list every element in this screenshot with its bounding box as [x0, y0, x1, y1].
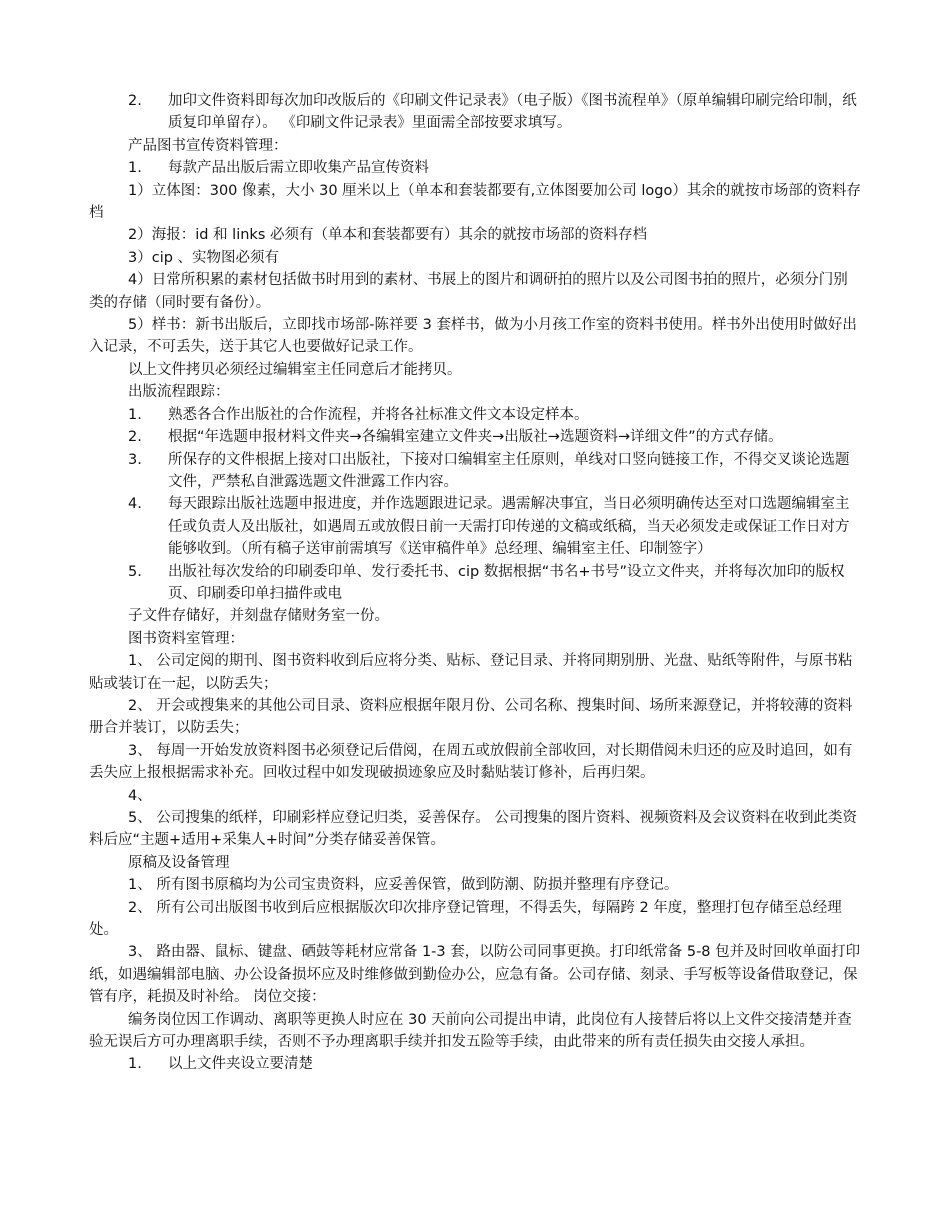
item-number: 3.: [128, 451, 142, 468]
numbered-item: [89, 493, 861, 560]
numbered-item: [89, 426, 861, 448]
document-page: [89, 90, 861, 1076]
numbered-item: [89, 90, 861, 135]
item-text: 每天跟踪出版社选题申报进度，并作选题跟进记录。遇需解决事宜，当日必须明确传达至对口选题编辑室主任或负责人及出版社，如遇周五或放假日前一天需打印传递的文稿或纸稿，当天必须发走或保证工作日对方能够收到。（所有稿子送审前需填写《送审稿件单》总经理、编辑室主任、印制签字）: [168, 496, 850, 558]
paragraph: 5、 公司搜集的纸样，印刷彩样应登记归类，妥善保存。 公司搜集的图片资料、视频资料及会议资料在收到此类资料后应“主题+适用+采集人+时间”分类存储妥善保管。: [89, 810, 857, 849]
section-heading: 产品图书宣传资料管理：: [128, 137, 288, 154]
paragraph: 4、: [128, 787, 152, 804]
paragraph: 2、 所有公司出版图书收到后应根据版次印次排序登记管理，不得丢失，每隔跨 2 年度，整理打包存储至总经理处。: [89, 899, 842, 939]
item-number: 2.: [128, 429, 142, 446]
section-heading: 子文件存储好，并刻盘存储财务室一份。: [128, 608, 389, 625]
section-heading: 原稿及设备管理: [128, 854, 230, 871]
numbered-item: [89, 449, 861, 494]
numbered-item: [89, 561, 861, 606]
item-number: 1.: [128, 1056, 142, 1073]
paragraph: 1）立体图：300 像素，大小 30 厘米以上（单本和套装都要有,立体图要加公司 logo）其余的就按市场部的资料存档: [89, 182, 861, 222]
section-heading: 以上文件拷贝必须经过编辑室主任同意后才能拷贝。: [128, 361, 462, 378]
paragraph: 3）cip 、实物图必须有: [128, 249, 280, 266]
paragraph: 3、 路由器、鼠标、键盘、硒鼓等耗材应常备 1-3 套，以防公司同事更换。打印纸常备 5-8 包并及时回收单面打印纸，如遇编辑部电脑、办公设备损坏应及时维修做到勤俭办公，应急有备。公司存储、刻录、手写板等设备借取登记，保管有序，耗损及时补给。 岗位交接：: [89, 944, 861, 1006]
item-text: 每款产品出版后需立即收集产品宣传资料: [168, 160, 429, 177]
item-number: 5.: [128, 563, 142, 580]
item-number: 1.: [128, 160, 142, 177]
item-text: 根据“年选题申报材料文件夹→各编辑室建立文件夹→出版社→选题资料→详细文件”的方式存储。: [168, 429, 783, 446]
item-number: 1.: [128, 406, 142, 423]
paragraph: 2、 开会或搜集来的其他公司目录、资料应根据年限月份、公司名称、搜集时间、场所来源登记，并将较薄的资料册合并装订，以防丢失；: [89, 697, 853, 737]
paragraph: 5）样书：新书出版后，立即找市场部-陈祥要 3 套样书，做为小月孩工作室的资料书使用。样书外出使用时做好出入记录，不可丢失，送于其它人也要做好记录工作。: [89, 317, 857, 356]
paragraph: 4）日常所积累的素材包括做书时用到的素材、书展上的图片和调研拍的照片以及公司图书拍的照片，必须分门别类的存储（同时要有备份）。: [89, 272, 848, 311]
paragraph: 3、 每周一开始发放资料图书必须登记后借阅，在周五或放假前全部收回，对长期借阅未归还的应及时追回，如有丢失应上报根据需求补充。回收过程中如发现破损迹象应及时黏贴装订修补，后再归架。: [89, 742, 853, 782]
item-text: 出版社每次发给的印刷委印单、发行委托书、cip 数据根据“书名+书号”设立文件夹，并将每次加印的版权页、印刷委印单扫描件或电: [168, 563, 845, 602]
section-heading: 出版流程跟踪：: [128, 384, 230, 401]
paragraph: 编务岗位因工作调动、离职等更换人时应在 30 天前向公司提出申请，此岗位有人接替后将以上文件交接清楚并查验无误后方可办理离职手续，否则不予办理离职手续并扣发五险等手续，由此带来的所有责任损失由交接人承担。: [89, 1011, 852, 1051]
paragraph: 2）海报：id 和 links 必须有（单本和套装都要有）其余的就按市场部的资料存档: [128, 227, 647, 244]
item-text: 熟悉各合作出版社的合作流程，并将各社标准文件文本设定样本。: [168, 406, 589, 423]
paragraph: 1、 所有图书原稿均为公司宝贵资料，应妥善保管，做到防潮、防损并整理有序登记。: [128, 877, 679, 894]
numbered-item: [89, 157, 861, 179]
item-text: 以上文件夹设立要清楚: [168, 1056, 313, 1073]
item-number: 2.: [128, 93, 142, 109]
item-text: 加印文件资料即每次加印改版后的《印刷文件记录表》（电子版）《图书流程单》（原单编辑印刷完给印制，纸质复印单留存）。 《印刷文件记录表》里面需全部按要求填写。: [168, 93, 857, 132]
numbered-item: [89, 1053, 861, 1075]
item-text: 所保存的文件根据上接对口出版社，下接对口编辑室主任原则，单线对口竖向链接工作，不得交叉谈论选题文件，严禁私自泄露选题文件泄露工作内容。: [168, 451, 850, 490]
numbered-item: [89, 404, 861, 426]
paragraph: 1、 公司定阅的期刊、图书资料收到后应将分类、贴标、登记目录、并将同期别册、光盘、贴纸等附件，与原书粘贴或装订在一起，以防丢失；: [89, 653, 853, 692]
item-number: 4.: [128, 496, 142, 513]
section-heading: 图书资料室管理：: [128, 630, 244, 647]
